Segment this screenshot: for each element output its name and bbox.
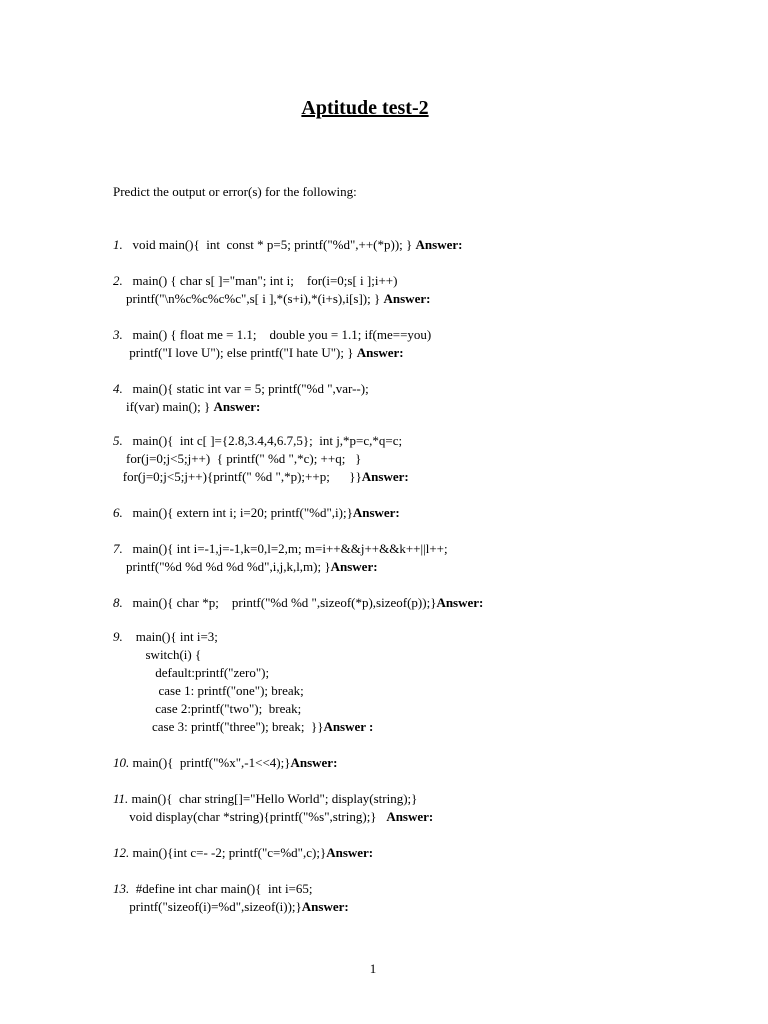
question-item	[113, 326, 733, 362]
question-item	[113, 380, 733, 416]
line-indent	[113, 665, 155, 680]
question-line	[113, 664, 733, 682]
answer-label: Answer:	[361, 469, 409, 484]
answer-label: Answer:	[436, 595, 484, 610]
instructions: Predict the output or error(s) for the following:	[113, 184, 357, 199]
question-line	[113, 880, 733, 898]
code-text: main(){ int i=3;	[126, 629, 218, 644]
question-item	[113, 432, 733, 486]
question-number: 6.	[113, 505, 123, 520]
code-text: case 3: printf("three"); break; }}	[152, 719, 324, 734]
code-text: main(){ char *p; printf("%d %d ",sizeof(*p),sizeof(p));}	[126, 595, 437, 610]
question-item	[113, 272, 733, 308]
question-line	[113, 754, 733, 772]
question-line	[113, 236, 733, 254]
line-indent	[113, 647, 146, 662]
question-line	[113, 398, 733, 416]
code-text: main(){ char string[]="Hello World"; display(string);}	[128, 791, 418, 806]
line-indent	[113, 345, 129, 360]
answer-label: Answer:	[415, 237, 463, 252]
answer-label: Answer :	[323, 719, 374, 734]
line-indent	[113, 701, 155, 716]
answer-label: Answer:	[301, 899, 349, 914]
question-item	[113, 844, 733, 862]
answer-label: Answer:	[383, 291, 431, 306]
question-line	[113, 808, 733, 826]
question-item	[113, 594, 733, 612]
question-number: 8.	[113, 595, 123, 610]
code-text: printf("\n%c%c%c%c",s[ i ],*(s+i),*(i+s),i[s]); }	[126, 291, 384, 306]
question-line	[113, 558, 733, 576]
code-text: default:printf("zero");	[155, 665, 270, 680]
question-line	[113, 844, 733, 862]
question-number: 10.	[113, 755, 130, 770]
question-number: 5.	[113, 433, 123, 448]
question-line	[113, 540, 733, 558]
code-text: case 2:printf("two"); break;	[155, 701, 302, 716]
question-line	[113, 790, 733, 808]
code-text: #define int char main(){ int i=65;	[129, 881, 313, 896]
code-text: case 1: printf("one"); break;	[158, 683, 304, 698]
question-line	[113, 700, 733, 718]
code-text: main(){ int c[ ]={2.8,3.4,4,6.7,5}; int j,*p=c,*q=c;	[126, 433, 403, 448]
question-line	[113, 432, 733, 450]
code-text: switch(i) {	[145, 647, 202, 662]
line-indent	[113, 469, 123, 484]
answer-label: Answer:	[356, 345, 404, 360]
answer-label: Answer:	[352, 505, 400, 520]
question-number: 3.	[113, 327, 123, 342]
page-title: Aptitude test-2	[301, 97, 429, 119]
answer-label: Answer:	[386, 809, 434, 824]
question-item	[113, 540, 733, 576]
code-text: void display(char *string){printf("%s",string);}	[129, 809, 387, 824]
question-line	[113, 380, 733, 398]
question-line	[113, 898, 733, 916]
question-item	[113, 790, 733, 826]
answer-label: Answer:	[213, 399, 261, 414]
code-text: main(){ static int var = 5; printf("%d ",var--);	[126, 381, 369, 396]
answer-label: Answer:	[326, 845, 374, 860]
question-number: 4.	[113, 381, 123, 396]
code-text: main(){int c=- -2; printf("c=%d",c);}	[129, 845, 327, 860]
question-item	[113, 236, 733, 254]
code-text: printf("I love U"); else printf("I hate U"); }	[129, 345, 357, 360]
question-line	[113, 628, 733, 646]
question-number: 12.	[113, 845, 130, 860]
question-line	[113, 326, 733, 344]
code-text: main(){ extern int i; i=20; printf("%d",i);}	[126, 505, 353, 520]
code-text: main() { float me = 1.1; double you = 1.1; if(me==you)	[126, 327, 432, 342]
line-indent	[113, 399, 126, 414]
question-number: 2.	[113, 273, 123, 288]
page-number: 1	[369, 961, 377, 976]
code-text: main(){ int i=-1,j=-1,k=0,l=2,m; m=i++&&j++&&k++||l++;	[126, 541, 448, 556]
line-indent	[113, 291, 126, 306]
code-text: void main(){ int const * p=5; printf("%d",++(*p)); }	[126, 237, 416, 252]
question-line	[113, 504, 733, 522]
question-item	[113, 628, 733, 736]
question-line	[113, 450, 733, 468]
code-text: if(var) main(); }	[126, 399, 214, 414]
code-text: for(j=0;j<5;j++) { printf(" %d ",*c); ++q; }	[126, 451, 362, 466]
question-line	[113, 646, 733, 664]
question-number: 7.	[113, 541, 123, 556]
code-text: for(j=0;j<5;j++){printf(" %d ",*p);++p; }}	[122, 469, 362, 484]
question-item	[113, 880, 733, 916]
line-indent	[113, 719, 152, 734]
answer-label: Answer:	[290, 755, 338, 770]
code-text: main() { char s[ ]="man"; int i; for(i=0;s[ i ];i++)	[126, 273, 398, 288]
line-indent	[113, 683, 159, 698]
question-line	[113, 290, 733, 308]
line-indent	[113, 809, 129, 824]
question-item	[113, 754, 733, 772]
line-indent	[113, 559, 126, 574]
question-number: 13.	[113, 881, 130, 896]
question-line	[113, 468, 733, 486]
code-text: printf("sizeof(i)=%d",sizeof(i));}	[129, 899, 302, 914]
line-indent	[113, 451, 126, 466]
question-line	[113, 682, 733, 700]
code-text: printf("%d %d %d %d %d",i,j,k,l,m); }	[126, 559, 331, 574]
line-indent	[113, 899, 129, 914]
question-line	[113, 594, 733, 612]
question-number: 11.	[113, 791, 129, 806]
question-line	[113, 718, 733, 736]
question-number: 9.	[113, 629, 123, 644]
question-line	[113, 272, 733, 290]
question-number: 1.	[113, 237, 123, 252]
code-text: main(){ printf("%x",-1<<4);}	[129, 755, 291, 770]
question-item	[113, 504, 733, 522]
question-line	[113, 344, 733, 362]
answer-label: Answer:	[330, 559, 378, 574]
